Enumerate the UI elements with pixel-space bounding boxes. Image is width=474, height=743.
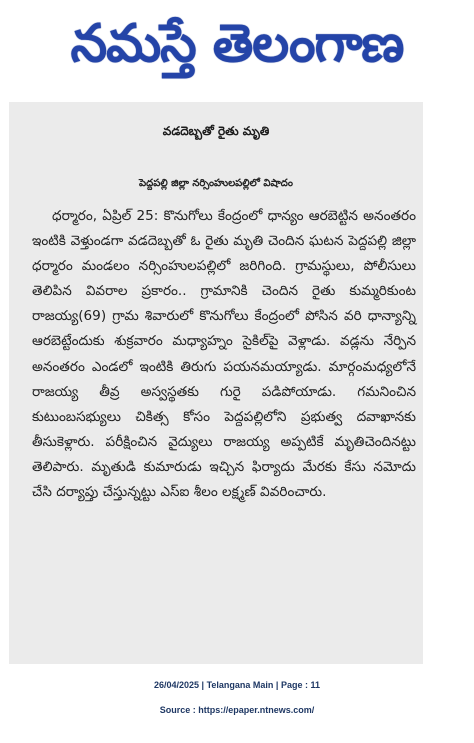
- article-headline: వడదెబ్బతో రైతు మృతి: [162, 124, 270, 138]
- newspaper-masthead: [0, 0, 474, 88]
- article-subheadline: పెద్దపల్లి జిల్లా నర్సింహులపల్లిలో విషాదం: [139, 178, 293, 189]
- article-body: ధర్మారం, ఏప్రిల్ 25: కొనుగోలు కేంద్రంలో ధాన్యం ఆరబెట్టిన అనంతరం ఇంటికి వెళ్తుండగా వడదెబ్బతో ఓ రైతు మృతి చెందిన ఘటన పెద్దపల్లి జిల్లా ధర్మారం మండలం నర్సింహులపల్లిలో జరిగింది. గ్రామస్థులు, పోలీసులు తెలిపిన వివరాల ప్రకారం.. గ్రామానికి చెందిన రైతు కుమ్మరికుంట రాజయ్య(69) గ్రామ శివారులో కొనుగోలు కేంద్రంలో పోసిన వరి ధాన్యాన్ని ఆరబెట్టేందుకు శుక్రవారం మధ్యాహ్నం సైకిల్‌పై వెళ్లాడు. వడ్లను నేర్పిన అనంతరం ఎండలో ఇంటికి తిరుగు పయనమయ్యాడు. మార్గంమధ్యలోనే రాజయ్య తీవ్ర అస్వస్థతకు గురై పడిపోయాడు. గమనించిన కుటుంబసభ్యులు చికిత్స కోసం పెద్దపల్లిలోని ప్రభుత్వ దవాఖానకు తీసుకెళ్లారు. పరీక్షించిన వైద్యులు రాజయ్య అప్పటికే మృతిచెందినట్టు తెలిపారు. మృతుడి కుమారుడు ఇచ్చిన ఫిర్యాదు మేరకు కేసు నమోదు చేసి దర్యాప్తు చేస్తున్నట్టు ఎస్ఐ శీలం లక్ష్మణ్ వివరించారు.: [32, 208, 416, 501]
- publication-info: 26/04/2025 | Telangana Main | Page : 11: [154, 680, 320, 690]
- source-link[interactable]: Source : https://epaper.ntnews.com/: [159, 705, 315, 715]
- masthead-title: నమస్తే తెలంగాణ: [70, 14, 404, 74]
- news-clipping: [9, 102, 423, 664]
